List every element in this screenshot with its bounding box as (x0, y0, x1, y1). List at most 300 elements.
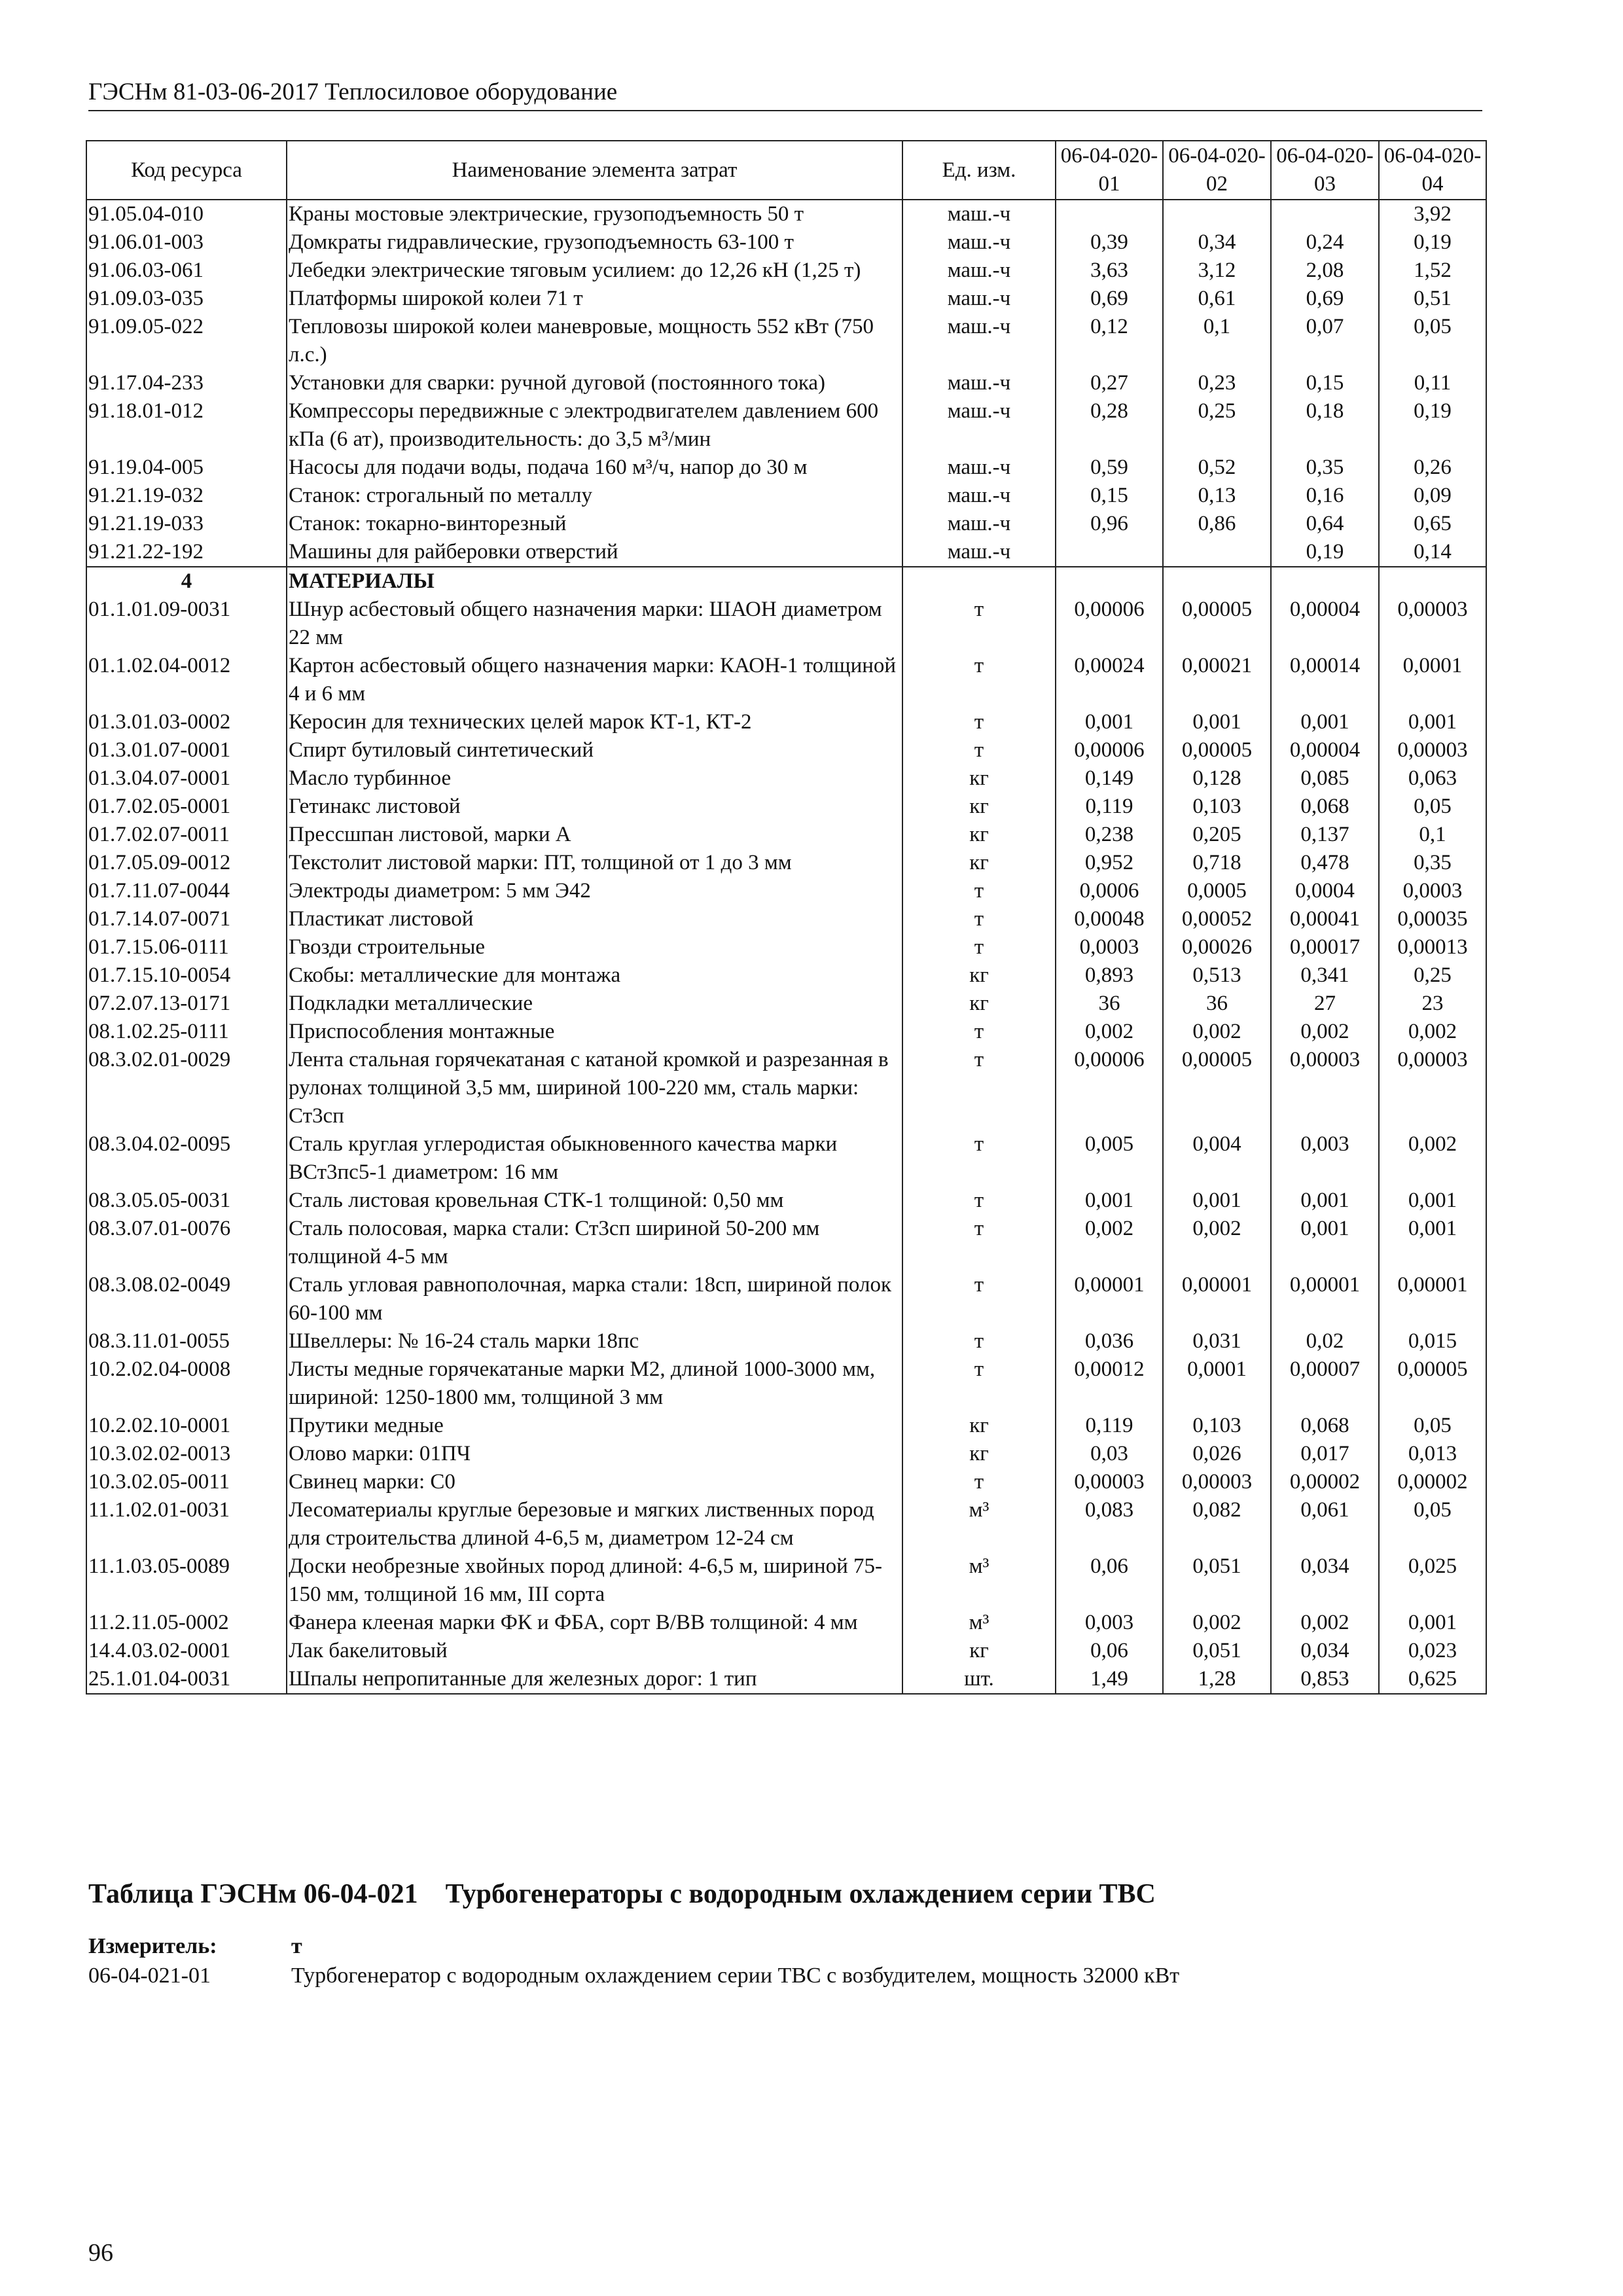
resource-code: 91.21.19-032 (86, 482, 287, 510)
value-020-02: 0,13 (1163, 482, 1271, 510)
value-020-03 (1271, 567, 1379, 596)
value-020-04: 0,063 (1379, 764, 1486, 793)
resource-unit: т (902, 1468, 1056, 1496)
resource-unit: т (902, 905, 1056, 933)
value-020-03: 0,00001 (1271, 1271, 1379, 1327)
resource-code: 25.1.01.04-0031 (86, 1665, 287, 1694)
table-row (86, 877, 1486, 905)
resource-name: МАТЕРИАЛЫ (287, 567, 902, 596)
resource-name: Прессшпан листовой, марки А (287, 821, 902, 849)
value-020-02: 0,001 (1163, 708, 1271, 736)
value-020-01: 0,69 (1056, 285, 1163, 313)
table-row (86, 257, 1486, 285)
col-header-unit: Ед. изм. (902, 141, 1056, 200)
col-header-name: Наименование элемента затрат (287, 141, 902, 200)
resource-name: Скобы: металлические для монтажа (287, 961, 902, 990)
value-020-01: 0,0003 (1056, 933, 1163, 961)
value-020-01: 3,63 (1056, 257, 1163, 285)
resource-code: 91.21.22-192 (86, 538, 287, 567)
resource-name: Платформы широкой колеи 71 т (287, 285, 902, 313)
value-020-04: 0,05 (1379, 1496, 1486, 1552)
value-020-02: 0,0005 (1163, 877, 1271, 905)
value-020-04: 0,023 (1379, 1637, 1486, 1665)
value-020-03: 0,137 (1271, 821, 1379, 849)
value-020-03: 0,034 (1271, 1552, 1379, 1609)
resource-name: Сталь угловая равнополочная, марка стали: 18сп, шириной полок 60-100 мм (287, 1271, 902, 1327)
table-row (86, 1355, 1486, 1412)
value-020-01: 0,005 (1056, 1130, 1163, 1187)
table-row (86, 1637, 1486, 1665)
value-020-01: 1,49 (1056, 1665, 1163, 1694)
resource-unit: маш.-ч (902, 482, 1056, 510)
value-020-01: 0,00003 (1056, 1468, 1163, 1496)
resource-unit: т (902, 1018, 1056, 1046)
value-020-03: 27 (1271, 990, 1379, 1018)
value-020-02: 0,34 (1163, 228, 1271, 257)
table-row (86, 397, 1486, 454)
value-020-02: 0,082 (1163, 1496, 1271, 1552)
value-020-03: 0,001 (1271, 708, 1379, 736)
resource-unit: т (902, 1271, 1056, 1327)
resource-code: 08.3.02.01-0029 (86, 1046, 287, 1130)
value-020-01: 0,003 (1056, 1609, 1163, 1637)
value-020-04: 0,26 (1379, 454, 1486, 482)
value-020-01: 0,952 (1056, 849, 1163, 877)
resource-code: 01.7.02.07-0011 (86, 821, 287, 849)
table-row (86, 652, 1486, 708)
table-row (86, 1215, 1486, 1271)
resource-unit: маш.-ч (902, 454, 1056, 482)
table-row (86, 1018, 1486, 1046)
value-020-02: 0,00005 (1163, 1046, 1271, 1130)
resource-name: Олово марки: 01ПЧ (287, 1440, 902, 1468)
value-020-03: 0,02 (1271, 1327, 1379, 1355)
value-020-01: 0,119 (1056, 1412, 1163, 1440)
value-020-02: 0,103 (1163, 1412, 1271, 1440)
value-020-02: 0,026 (1163, 1440, 1271, 1468)
value-020-03: 0,64 (1271, 510, 1379, 538)
resource-name: Подкладки металлические (287, 990, 902, 1018)
value-020-03: 0,034 (1271, 1637, 1379, 1665)
value-020-04: 0,05 (1379, 313, 1486, 369)
value-020-03: 0,003 (1271, 1130, 1379, 1187)
value-020-03: 0,00014 (1271, 652, 1379, 708)
value-020-04: 0,11 (1379, 369, 1486, 397)
resource-unit: маш.-ч (902, 228, 1056, 257)
resource-name: Картон асбестовый общего назначения марки: КАОН-1 толщиной 4 и 6 мм (287, 652, 902, 708)
value-020-03: 0,478 (1271, 849, 1379, 877)
resource-name: Фанера клееная марки ФК и ФБА, сорт В/ВВ толщиной: 4 мм (287, 1609, 902, 1637)
value-020-01: 0,00024 (1056, 652, 1163, 708)
value-020-04: 0,001 (1379, 1215, 1486, 1271)
resource-code: 08.3.04.02-0095 (86, 1130, 287, 1187)
value-020-04 (1379, 567, 1486, 596)
resource-name: Прутики медные (287, 1412, 902, 1440)
resource-code: 10.3.02.05-0011 (86, 1468, 287, 1496)
measure-label: Измеритель: (88, 1934, 217, 1958)
value-020-01: 0,119 (1056, 793, 1163, 821)
table-row (86, 1271, 1486, 1327)
table-row (86, 1552, 1486, 1609)
table-row (86, 1327, 1486, 1355)
resource-unit: т (902, 652, 1056, 708)
value-020-01: 0,036 (1056, 1327, 1163, 1355)
value-020-03: 0,15 (1271, 369, 1379, 397)
value-020-01: 0,893 (1056, 961, 1163, 990)
resource-unit: т (902, 596, 1056, 652)
resource-code: 11.1.02.01-0031 (86, 1496, 287, 1552)
value-020-03: 0,00004 (1271, 736, 1379, 764)
resource-unit: кг (902, 849, 1056, 877)
table-row (86, 510, 1486, 538)
value-020-02: 0,718 (1163, 849, 1271, 877)
resource-code: 91.09.03-035 (86, 285, 287, 313)
value-020-02: 0,205 (1163, 821, 1271, 849)
value-020-01: 0,96 (1056, 510, 1163, 538)
resource-unit: кг (902, 1440, 1056, 1468)
value-020-04: 0,00001 (1379, 1271, 1486, 1327)
resource-unit: маш.-ч (902, 313, 1056, 369)
resource-unit: маш.-ч (902, 369, 1056, 397)
resource-code: 91.06.03-061 (86, 257, 287, 285)
resource-code: 91.19.04-005 (86, 454, 287, 482)
resource-unit: кг (902, 1412, 1056, 1440)
value-020-04: 0,001 (1379, 708, 1486, 736)
table-row (86, 1046, 1486, 1130)
value-020-01: 0,15 (1056, 482, 1163, 510)
value-020-03: 0,24 (1271, 228, 1379, 257)
value-020-03: 0,0004 (1271, 877, 1379, 905)
resource-unit: т (902, 1327, 1056, 1355)
value-020-02: 0,103 (1163, 793, 1271, 821)
table-row (86, 764, 1486, 793)
value-020-01: 0,0006 (1056, 877, 1163, 905)
resource-code: 08.3.11.01-0055 (86, 1327, 287, 1355)
value-020-03: 2,08 (1271, 257, 1379, 285)
resource-code: 01.7.05.09-0012 (86, 849, 287, 877)
value-020-01: 0,27 (1056, 369, 1163, 397)
resource-name: Пластикат листовой (287, 905, 902, 933)
value-020-01: 0,59 (1056, 454, 1163, 482)
resource-name: Шнур асбестовый общего назначения марки: ШАОН диаметром 22 мм (287, 596, 902, 652)
resource-name: Краны мостовые электрические, грузоподъемность 50 т (287, 200, 902, 228)
value-020-03: 0,18 (1271, 397, 1379, 454)
value-020-04: 0,00003 (1379, 596, 1486, 652)
resource-name: Листы медные горячекатаные марки М2, длиной 1000-3000 мм, шириной: 1250-1800 мм, толщиной 3 мм (287, 1355, 902, 1412)
table-row (86, 961, 1486, 990)
value-020-02: 0,1 (1163, 313, 1271, 369)
value-020-01 (1056, 567, 1163, 596)
resource-unit: маш.-ч (902, 200, 1056, 228)
value-020-04: 0,19 (1379, 228, 1486, 257)
value-020-04: 0,14 (1379, 538, 1486, 567)
resource-name: Гетинакс листовой (287, 793, 902, 821)
resource-code: 14.4.03.02-0001 (86, 1637, 287, 1665)
table-row (86, 538, 1486, 567)
value-020-02 (1163, 538, 1271, 567)
value-020-03: 0,00007 (1271, 1355, 1379, 1412)
resource-unit: кг (902, 764, 1056, 793)
resource-unit: т (902, 736, 1056, 764)
resource-code: 01.3.01.07-0001 (86, 736, 287, 764)
resource-code: 08.3.07.01-0076 (86, 1215, 287, 1271)
resource-unit: м³ (902, 1609, 1056, 1637)
table-row (86, 1468, 1486, 1496)
table-row (86, 200, 1486, 228)
resource-code: 91.17.04-233 (86, 369, 287, 397)
value-020-04: 0,65 (1379, 510, 1486, 538)
resource-code: 01.3.01.03-0002 (86, 708, 287, 736)
value-020-01 (1056, 200, 1163, 228)
resource-code: 10.2.02.10-0001 (86, 1412, 287, 1440)
value-020-02: 0,25 (1163, 397, 1271, 454)
table-row (86, 1609, 1486, 1637)
resource-name: Лесоматериалы круглые березовые и мягких лиственных пород для строительства длиной 4-6,5 м, диаметром 12-24 см (287, 1496, 902, 1552)
measure-value: т (291, 1934, 302, 1958)
value-020-02: 0,002 (1163, 1018, 1271, 1046)
table-row (86, 596, 1486, 652)
value-020-01: 0,001 (1056, 1187, 1163, 1215)
resource-unit: т (902, 1046, 1056, 1130)
value-020-03: 0,00017 (1271, 933, 1379, 961)
resource-name: Масло турбинное (287, 764, 902, 793)
resource-code: 01.3.04.07-0001 (86, 764, 287, 793)
resource-unit: кг (902, 961, 1056, 990)
page-header: ГЭСНм 81-03-06-2017 Теплосиловое оборудование (88, 76, 1482, 111)
resource-unit: кг (902, 1637, 1056, 1665)
value-020-04: 0,001 (1379, 1187, 1486, 1215)
value-020-02: 0,00001 (1163, 1271, 1271, 1327)
value-020-02: 0,051 (1163, 1552, 1271, 1609)
value-020-03: 0,017 (1271, 1440, 1379, 1468)
value-020-01: 0,03 (1056, 1440, 1163, 1468)
value-020-04: 23 (1379, 990, 1486, 1018)
resource-name: Свинец марки: С0 (287, 1468, 902, 1496)
value-020-04: 0,013 (1379, 1440, 1486, 1468)
table-row (86, 228, 1486, 257)
col-header-020-04: 06-04-020-04 (1379, 141, 1486, 200)
resource-name: Приспособления монтажные (287, 1018, 902, 1046)
value-020-02: 0,23 (1163, 369, 1271, 397)
table-row (86, 313, 1486, 369)
value-020-04: 0,25 (1379, 961, 1486, 990)
value-020-01: 0,12 (1056, 313, 1163, 369)
resource-name: Насосы для подачи воды, подача 160 м³/ч, напор до 30 м (287, 454, 902, 482)
resource-code: 91.09.05-022 (86, 313, 287, 369)
value-020-01: 0,00006 (1056, 1046, 1163, 1130)
value-020-02: 0,00052 (1163, 905, 1271, 933)
value-020-01: 0,001 (1056, 708, 1163, 736)
value-020-02: 0,00005 (1163, 596, 1271, 652)
value-020-04: 0,002 (1379, 1130, 1486, 1187)
value-020-02: 0,128 (1163, 764, 1271, 793)
value-020-03: 0,07 (1271, 313, 1379, 369)
table-row (86, 369, 1486, 397)
resource-unit: маш.-ч (902, 257, 1056, 285)
value-020-03: 0,00002 (1271, 1468, 1379, 1496)
resource-unit: т (902, 1130, 1056, 1187)
value-020-01: 0,00048 (1056, 905, 1163, 933)
value-020-01: 0,00001 (1056, 1271, 1163, 1327)
resource-code: 01.7.14.07-0071 (86, 905, 287, 933)
value-020-04: 0,00003 (1379, 1046, 1486, 1130)
next-table-title: Таблица ГЭСНм 06-04-021 Турбогенераторы с водородным охлаждением серии ТВС (88, 1879, 1156, 1909)
resource-name: Станок: строгальный по металлу (287, 482, 902, 510)
value-020-03: 0,00041 (1271, 905, 1379, 933)
resource-name: Лак бакелитовый (287, 1637, 902, 1665)
page-number: 96 (88, 2239, 113, 2267)
value-020-02: 0,00021 (1163, 652, 1271, 708)
resource-name: Доски необрезные хвойных пород длиной: 4-6,5 м, шириной 75-150 мм, толщиной 16 мм, III сорта (287, 1552, 902, 1609)
col-header-020-03: 06-04-020-03 (1271, 141, 1379, 200)
value-020-02: 3,12 (1163, 257, 1271, 285)
col-header-code: Код ресурса (86, 141, 287, 200)
value-020-04: 0,015 (1379, 1327, 1486, 1355)
resource-code: 11.2.11.05-0002 (86, 1609, 287, 1637)
value-020-03: 0,061 (1271, 1496, 1379, 1552)
table-row (86, 1665, 1486, 1694)
resource-name: Швеллеры: № 16-24 сталь марки 18пс (287, 1327, 902, 1355)
value-020-01: 0,06 (1056, 1637, 1163, 1665)
value-020-04: 0,625 (1379, 1665, 1486, 1694)
value-020-01: 0,00006 (1056, 596, 1163, 652)
resource-unit: т (902, 1215, 1056, 1271)
resource-unit: т (902, 933, 1056, 961)
resource-code: 01.7.02.05-0001 (86, 793, 287, 821)
value-020-04: 0,00002 (1379, 1468, 1486, 1496)
value-020-03: 0,19 (1271, 538, 1379, 567)
value-020-02: 0,86 (1163, 510, 1271, 538)
resource-code: 08.3.08.02-0049 (86, 1271, 287, 1327)
value-020-01: 36 (1056, 990, 1163, 1018)
value-020-04: 0,00005 (1379, 1355, 1486, 1412)
value-020-02: 0,001 (1163, 1187, 1271, 1215)
value-020-02 (1163, 200, 1271, 228)
resource-code: 91.18.01-012 (86, 397, 287, 454)
value-020-03: 0,002 (1271, 1018, 1379, 1046)
value-020-01: 0,002 (1056, 1215, 1163, 1271)
table-row (86, 482, 1486, 510)
resource-name: Керосин для технических целей марок КТ-1, КТ-2 (287, 708, 902, 736)
resource-name: Лебедки электрические тяговым усилием: до 12,26 кН (1,25 т) (287, 257, 902, 285)
resource-unit: т (902, 1187, 1056, 1215)
value-020-04: 0,00035 (1379, 905, 1486, 933)
resource-name: Лента стальная горячекатаная с катаной кромкой и разрезанная в рулонах толщиной 3,5 мм, шириной 100-220 мм, сталь марки: Ст3сп (287, 1046, 902, 1130)
resource-unit: т (902, 877, 1056, 905)
value-020-01 (1056, 538, 1163, 567)
value-020-03: 0,002 (1271, 1609, 1379, 1637)
resource-code: 11.1.03.05-0089 (86, 1552, 287, 1609)
value-020-03: 0,068 (1271, 793, 1379, 821)
value-020-03: 0,341 (1271, 961, 1379, 990)
value-020-03: 0,001 (1271, 1215, 1379, 1271)
value-020-04: 0,0003 (1379, 877, 1486, 905)
table-row (86, 1440, 1486, 1468)
resource-code: 10.3.02.02-0013 (86, 1440, 287, 1468)
resource-name: Машины для райберовки отверстий (287, 538, 902, 567)
value-020-04: 0,05 (1379, 1412, 1486, 1440)
value-020-01: 0,00006 (1056, 736, 1163, 764)
table-row (86, 793, 1486, 821)
value-020-04: 0,1 (1379, 821, 1486, 849)
table-row (86, 905, 1486, 933)
table-row (86, 933, 1486, 961)
value-020-04: 0,00003 (1379, 736, 1486, 764)
resource-code: 91.21.19-033 (86, 510, 287, 538)
table-row (86, 1496, 1486, 1552)
value-020-04: 0,001 (1379, 1609, 1486, 1637)
value-020-02: 0,002 (1163, 1215, 1271, 1271)
table-row (86, 285, 1486, 313)
table-row (86, 821, 1486, 849)
resource-name: Сталь полосовая, марка стали: Ст3сп шириной 50-200 мм толщиной 4-5 мм (287, 1215, 902, 1271)
value-020-04: 0,51 (1379, 285, 1486, 313)
item-text: Турбогенератор с водородным охлаждением серии ТВС с возбудителем, мощность 32000 кВт (291, 1964, 1180, 1988)
value-020-03: 0,35 (1271, 454, 1379, 482)
table-row (86, 1412, 1486, 1440)
value-020-02: 0,00003 (1163, 1468, 1271, 1496)
resource-code: 91.05.04-010 (86, 200, 287, 228)
resource-unit: т (902, 708, 1056, 736)
value-020-02: 0,00026 (1163, 933, 1271, 961)
value-020-03: 0,085 (1271, 764, 1379, 793)
resource-code: 08.1.02.25-0111 (86, 1018, 287, 1046)
value-020-04: 0,002 (1379, 1018, 1486, 1046)
resource-unit: шт. (902, 1665, 1056, 1694)
value-020-02: 0,00005 (1163, 736, 1271, 764)
value-020-01: 0,28 (1056, 397, 1163, 454)
resource-unit: м³ (902, 1552, 1056, 1609)
value-020-04: 0,35 (1379, 849, 1486, 877)
value-020-03 (1271, 200, 1379, 228)
value-020-04: 0,19 (1379, 397, 1486, 454)
resource-name: Спирт бутиловый синтетический (287, 736, 902, 764)
value-020-04: 1,52 (1379, 257, 1486, 285)
resource-name: Станок: токарно-винторезный (287, 510, 902, 538)
resource-code: 91.06.01-003 (86, 228, 287, 257)
value-020-02: 0,002 (1163, 1609, 1271, 1637)
col-header-020-01: 06-04-020-01 (1056, 141, 1163, 200)
value-020-03: 0,853 (1271, 1665, 1379, 1694)
resource-unit: кг (902, 821, 1056, 849)
value-020-04: 0,025 (1379, 1552, 1486, 1609)
resource-name: Гвозди строительные (287, 933, 902, 961)
value-020-01: 0,39 (1056, 228, 1163, 257)
value-020-02 (1163, 567, 1271, 596)
value-020-03: 0,00003 (1271, 1046, 1379, 1130)
table-row (86, 708, 1486, 736)
value-020-03: 0,068 (1271, 1412, 1379, 1440)
resource-table (86, 140, 1487, 1695)
value-020-02: 1,28 (1163, 1665, 1271, 1694)
resource-code: 01.1.01.09-0031 (86, 596, 287, 652)
resource-unit: м³ (902, 1496, 1056, 1552)
item-code: 06-04-021-01 (88, 1964, 211, 1988)
resource-unit: маш.-ч (902, 510, 1056, 538)
value-020-02: 0,051 (1163, 1637, 1271, 1665)
resource-name: Домкраты гидравлические, грузоподъемность 63-100 т (287, 228, 902, 257)
resource-unit: маш.-ч (902, 538, 1056, 567)
table-header-row (86, 141, 1486, 200)
value-020-03: 0,69 (1271, 285, 1379, 313)
resource-unit: кг (902, 990, 1056, 1018)
value-020-02: 0,52 (1163, 454, 1271, 482)
resource-name: Шпалы непропитанные для железных дорог: 1 тип (287, 1665, 902, 1694)
value-020-02: 0,004 (1163, 1130, 1271, 1187)
table-row (86, 1187, 1486, 1215)
value-020-04: 3,92 (1379, 200, 1486, 228)
value-020-04: 0,00013 (1379, 933, 1486, 961)
